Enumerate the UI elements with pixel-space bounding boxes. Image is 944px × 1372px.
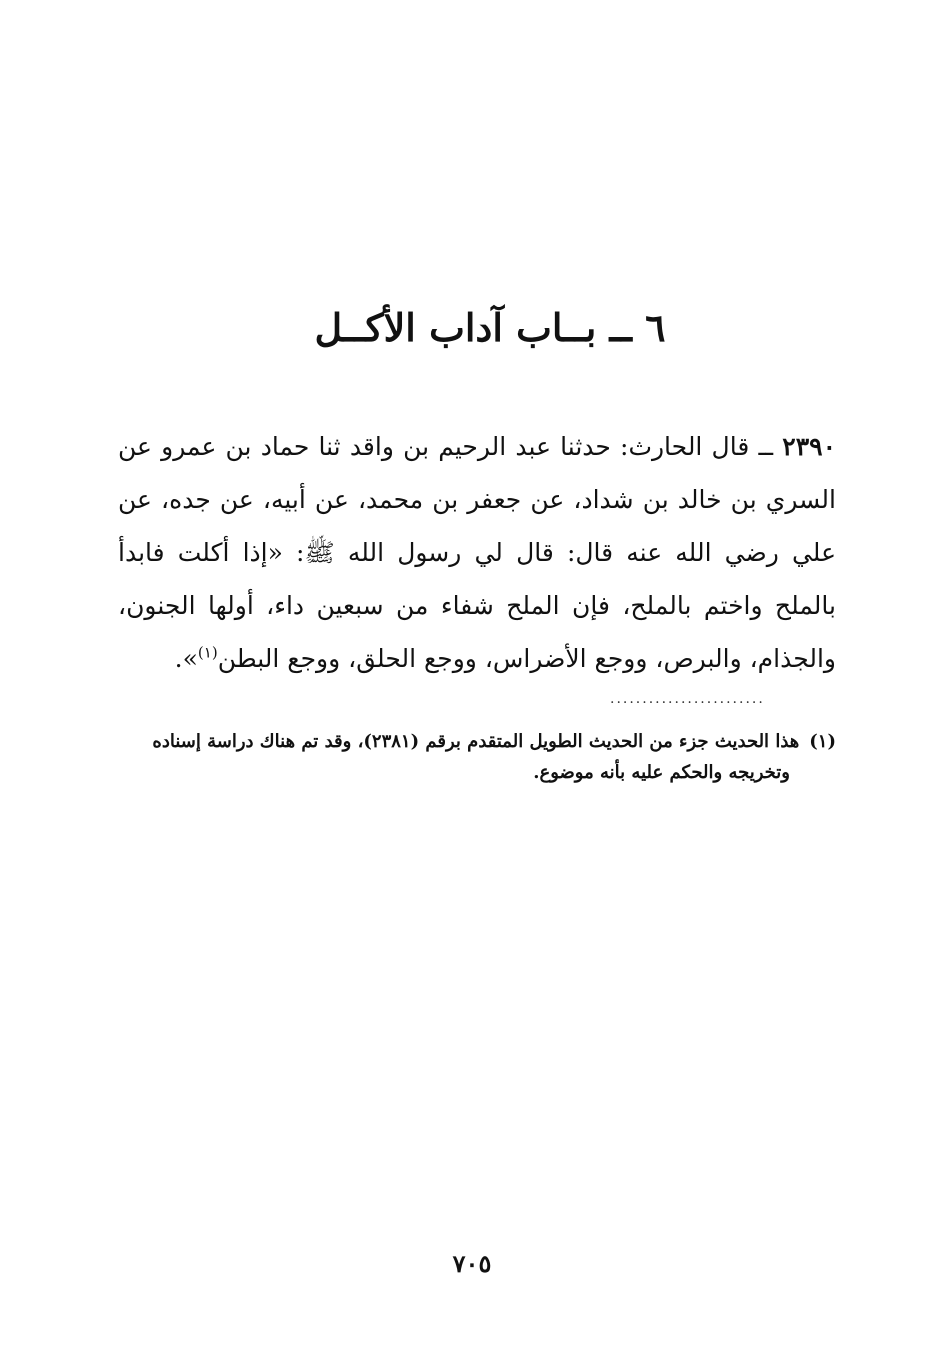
footnote-number: (١): [809, 731, 836, 752]
page-number: ٧٠٥: [452, 1249, 492, 1278]
chapter-title: ٦ ــ بــاب آداب الأكــل: [314, 305, 666, 350]
hadith-number: ٢٣٩٠: [782, 432, 836, 461]
hadith-closing: ».: [174, 644, 198, 673]
footnote-reference[interactable]: (١): [197, 643, 218, 662]
footnote-separator: ........................: [610, 693, 765, 705]
footnote-line-1: هذا الحديث جزء من الحديث الطويل المتقدم برقم (٢٣٨١)، وقد تم هناك دراسة إسناده: [152, 731, 800, 752]
hadith-paragraph: [118, 420, 836, 685]
footnote-line-2: وتخريجه والحكم عليه بأنه موضوع.: [533, 762, 790, 783]
hadith-text: ــ قال الحارث: حدثنا عبد الرحيم بن واقد ثنا حماد بن عمرو عن السري بن خالد بن شداد، عن جعفر بن محمد، عن أبيه، عن جده، عن علي رضي الله عنه قال: قال لي رسول الله ﷺ: «إذا أكلت فابدأ بالملح واختم بالملح، فإن الملح شفاء من سبعين داء، أولها الجنون، والجذام، والبرص، ووجع الأضراس، ووجع الحلق، ووجع البطن: [118, 432, 836, 673]
footnote: [118, 726, 836, 788]
